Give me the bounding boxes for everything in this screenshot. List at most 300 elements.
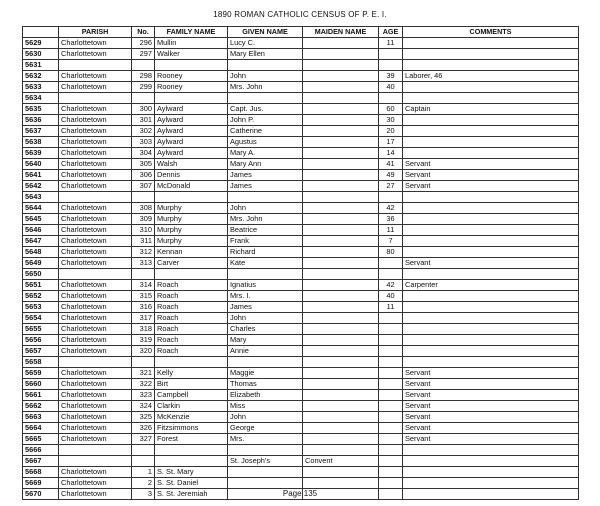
age-cell xyxy=(379,467,403,478)
comments-cell: Servant xyxy=(403,434,579,445)
family-name-cell: Dennis xyxy=(155,170,228,181)
parish-cell: Charlottetown xyxy=(59,236,132,247)
parish-cell xyxy=(59,456,132,467)
comments-cell: Servant xyxy=(403,181,579,192)
maiden-name-cell xyxy=(303,423,379,434)
age-cell: 11 xyxy=(379,38,403,49)
table-row xyxy=(23,478,579,489)
maiden-name-cell xyxy=(303,445,379,456)
parish-cell: Charlottetown xyxy=(59,38,132,49)
maiden-name-cell xyxy=(303,390,379,401)
census-number-cell: 5647 xyxy=(23,236,59,247)
family-name-cell xyxy=(155,456,228,467)
parish-cell: Charlottetown xyxy=(59,214,132,225)
family-name-cell: Campbell xyxy=(155,390,228,401)
family-name-cell: Murphy xyxy=(155,225,228,236)
table-row xyxy=(23,214,579,225)
given-name-cell: Mrs. John xyxy=(228,214,303,225)
family-name-cell xyxy=(155,93,228,104)
table-row xyxy=(23,49,579,60)
given-name-cell xyxy=(228,467,303,478)
age-cell xyxy=(379,313,403,324)
age-cell: 42 xyxy=(379,280,403,291)
family-name-cell: Murphy xyxy=(155,214,228,225)
maiden-name-cell xyxy=(303,412,379,423)
comments-cell xyxy=(403,49,579,60)
given-name-cell xyxy=(228,192,303,203)
number-cell: 302 xyxy=(132,126,155,137)
comments-cell xyxy=(403,335,579,346)
table-row xyxy=(23,137,579,148)
number-cell: 326 xyxy=(132,423,155,434)
maiden-name-cell xyxy=(303,368,379,379)
age-cell: 11 xyxy=(379,225,403,236)
census-number-cell: 5664 xyxy=(23,423,59,434)
column-header: PARISH xyxy=(59,27,132,38)
given-name-cell: John P. xyxy=(228,115,303,126)
number-cell: 308 xyxy=(132,203,155,214)
number-cell: 325 xyxy=(132,412,155,423)
maiden-name-cell xyxy=(303,357,379,368)
comments-cell xyxy=(403,467,579,478)
given-name-cell xyxy=(228,357,303,368)
number-cell: 321 xyxy=(132,368,155,379)
table-row xyxy=(23,456,579,467)
given-name-cell: Capt. Jus. xyxy=(228,104,303,115)
age-cell xyxy=(379,269,403,280)
given-name-cell: Richard xyxy=(228,247,303,258)
column-header: GIVEN NAME xyxy=(228,27,303,38)
comments-cell xyxy=(403,60,579,71)
census-number-cell: 5644 xyxy=(23,203,59,214)
given-name-cell: Agustus xyxy=(228,137,303,148)
number-cell: 313 xyxy=(132,258,155,269)
family-name-cell: McKenzie xyxy=(155,412,228,423)
given-name-cell: St. Joseph's xyxy=(228,456,303,467)
parish-cell: Charlottetown xyxy=(59,467,132,478)
family-name-cell: Roach xyxy=(155,302,228,313)
number-cell: 310 xyxy=(132,225,155,236)
census-number-cell: 5669 xyxy=(23,478,59,489)
family-name-cell: Fitzsimmons xyxy=(155,423,228,434)
table-row xyxy=(23,93,579,104)
family-name-cell: Aylward xyxy=(155,137,228,148)
census-number-cell: 5630 xyxy=(23,49,59,60)
number-cell: 309 xyxy=(132,214,155,225)
age-cell: 20 xyxy=(379,126,403,137)
family-name-cell: Roach xyxy=(155,313,228,324)
comments-cell: Servant xyxy=(403,368,579,379)
parish-cell: Charlottetown xyxy=(59,49,132,60)
age-cell: 27 xyxy=(379,181,403,192)
table-row xyxy=(23,401,579,412)
given-name-cell xyxy=(228,478,303,489)
census-number-cell: 5670 xyxy=(23,489,59,500)
parish-cell xyxy=(59,192,132,203)
comments-cell: Servant xyxy=(403,379,579,390)
table-row xyxy=(23,368,579,379)
age-cell xyxy=(379,412,403,423)
table-row xyxy=(23,126,579,137)
column-header: AGE xyxy=(379,27,403,38)
census-number-cell: 5651 xyxy=(23,280,59,291)
number-cell: 306 xyxy=(132,170,155,181)
given-name-cell: John xyxy=(228,313,303,324)
given-name-cell: James xyxy=(228,302,303,313)
age-cell xyxy=(379,49,403,60)
parish-cell: Charlottetown xyxy=(59,170,132,181)
age-cell: 14 xyxy=(379,148,403,159)
number-cell: 322 xyxy=(132,379,155,390)
given-name-cell: James xyxy=(228,170,303,181)
census-number-cell: 5655 xyxy=(23,324,59,335)
maiden-name-cell xyxy=(303,291,379,302)
column-header: No. xyxy=(132,27,155,38)
comments-cell xyxy=(403,115,579,126)
parish-cell: Charlottetown xyxy=(59,313,132,324)
column-header: MAIDEN NAME xyxy=(303,27,379,38)
table-row xyxy=(23,291,579,302)
family-name-cell: Murphy xyxy=(155,203,228,214)
family-name-cell: S. St. Mary xyxy=(155,467,228,478)
parish-cell: Charlottetown xyxy=(59,478,132,489)
family-name-cell: Roach xyxy=(155,280,228,291)
census-number-cell: 5661 xyxy=(23,390,59,401)
census-number-cell: 5658 xyxy=(23,357,59,368)
maiden-name-cell xyxy=(303,137,379,148)
comments-cell xyxy=(403,148,579,159)
census-number-cell: 5646 xyxy=(23,225,59,236)
census-number-cell: 5666 xyxy=(23,445,59,456)
maiden-name-cell xyxy=(303,170,379,181)
age-cell: 80 xyxy=(379,247,403,258)
age-cell xyxy=(379,390,403,401)
table-row xyxy=(23,181,579,192)
number-cell: 298 xyxy=(132,71,155,82)
given-name-cell xyxy=(228,60,303,71)
given-name-cell: Mrs. xyxy=(228,434,303,445)
maiden-name-cell xyxy=(303,280,379,291)
census-number-cell: 5643 xyxy=(23,192,59,203)
census-table xyxy=(22,26,579,500)
family-name-cell: S. St. Daniel xyxy=(155,478,228,489)
parish-cell: Charlottetown xyxy=(59,302,132,313)
family-name-cell: Aylward xyxy=(155,115,228,126)
given-name-cell: Maggie xyxy=(228,368,303,379)
given-name-cell xyxy=(228,445,303,456)
family-name-cell: Aylward xyxy=(155,148,228,159)
family-name-cell xyxy=(155,192,228,203)
column-header: FAMILY NAME xyxy=(155,27,228,38)
census-number-cell: 5632 xyxy=(23,71,59,82)
number-cell xyxy=(132,93,155,104)
page-number: Page 135 xyxy=(282,489,318,498)
parish-cell: Charlottetown xyxy=(59,247,132,258)
census-number-cell: 5635 xyxy=(23,104,59,115)
comments-cell xyxy=(403,346,579,357)
family-name-cell: Roach xyxy=(155,291,228,302)
table-row xyxy=(23,104,579,115)
maiden-name-cell xyxy=(303,346,379,357)
number-cell: 303 xyxy=(132,137,155,148)
given-name-cell: Ignatius xyxy=(228,280,303,291)
age-cell: 40 xyxy=(379,291,403,302)
census-number-cell: 5667 xyxy=(23,456,59,467)
census-number-cell: 5654 xyxy=(23,313,59,324)
parish-cell: Charlottetown xyxy=(59,346,132,357)
comments-cell xyxy=(403,38,579,49)
maiden-name-cell xyxy=(303,115,379,126)
family-name-cell: Kelly xyxy=(155,368,228,379)
table-row xyxy=(23,38,579,49)
maiden-name-cell: Convent xyxy=(303,456,379,467)
given-name-cell: Mary Ann xyxy=(228,159,303,170)
number-cell: 316 xyxy=(132,302,155,313)
family-name-cell: McDonald xyxy=(155,181,228,192)
table-row xyxy=(23,258,579,269)
age-cell xyxy=(379,60,403,71)
age-cell xyxy=(379,478,403,489)
number-cell: 301 xyxy=(132,115,155,126)
family-name-cell: Roach xyxy=(155,346,228,357)
family-name-cell: Aylward xyxy=(155,104,228,115)
number-cell: 320 xyxy=(132,346,155,357)
census-number-cell: 5638 xyxy=(23,137,59,148)
given-name-cell xyxy=(228,269,303,280)
comments-cell xyxy=(403,456,579,467)
given-name-cell: Kate xyxy=(228,258,303,269)
comments-cell xyxy=(403,225,579,236)
parish-cell: Charlottetown xyxy=(59,137,132,148)
family-name-cell xyxy=(155,269,228,280)
comments-cell xyxy=(403,269,579,280)
table-row xyxy=(23,335,579,346)
number-cell: 318 xyxy=(132,324,155,335)
parish-cell: Charlottetown xyxy=(59,434,132,445)
age-cell xyxy=(379,346,403,357)
given-name-cell: Mrs. John xyxy=(228,82,303,93)
number-cell: 323 xyxy=(132,390,155,401)
parish-cell: Charlottetown xyxy=(59,335,132,346)
maiden-name-cell xyxy=(303,401,379,412)
column-header: COMMENTS xyxy=(403,27,579,38)
age-cell: 42 xyxy=(379,203,403,214)
family-name-cell: S. St. Jeremiah xyxy=(155,489,228,500)
maiden-name-cell xyxy=(303,434,379,445)
table-row xyxy=(23,148,579,159)
age-cell xyxy=(379,324,403,335)
census-number-cell: 5633 xyxy=(23,82,59,93)
number-cell: 315 xyxy=(132,291,155,302)
age-cell: 40 xyxy=(379,82,403,93)
age-cell: 36 xyxy=(379,214,403,225)
given-name-cell: Frank xyxy=(228,236,303,247)
parish-cell: Charlottetown xyxy=(59,368,132,379)
age-cell: 11 xyxy=(379,302,403,313)
table-row xyxy=(23,192,579,203)
table-row xyxy=(23,379,579,390)
maiden-name-cell xyxy=(303,478,379,489)
page-title: 1890 ROMAN CATHOLIC CENSUS OF P. E. I. xyxy=(213,10,387,19)
given-name-cell: Miss xyxy=(228,401,303,412)
table-row xyxy=(23,324,579,335)
age-cell xyxy=(379,368,403,379)
age-cell: 49 xyxy=(379,170,403,181)
census-number-cell: 5629 xyxy=(23,38,59,49)
maiden-name-cell xyxy=(303,93,379,104)
family-name-cell: Walker xyxy=(155,49,228,60)
comments-cell: Carpenter xyxy=(403,280,579,291)
family-name-cell xyxy=(155,357,228,368)
maiden-name-cell xyxy=(303,203,379,214)
comments-cell: Servant xyxy=(403,390,579,401)
age-cell xyxy=(379,335,403,346)
census-number-cell: 5662 xyxy=(23,401,59,412)
given-name-cell: Elizabeth xyxy=(228,390,303,401)
number-cell xyxy=(132,60,155,71)
family-name-cell: Birt xyxy=(155,379,228,390)
number-cell: 296 xyxy=(132,38,155,49)
parish-cell: Charlottetown xyxy=(59,280,132,291)
given-name-cell: Lucy C. xyxy=(228,38,303,49)
age-cell: 39 xyxy=(379,71,403,82)
comments-cell xyxy=(403,247,579,258)
table-row xyxy=(23,434,579,445)
maiden-name-cell xyxy=(303,324,379,335)
age-cell xyxy=(379,258,403,269)
census-number-cell: 5657 xyxy=(23,346,59,357)
parish-cell: Charlottetown xyxy=(59,489,132,500)
table-row xyxy=(23,82,579,93)
family-name-cell: Roach xyxy=(155,324,228,335)
family-name-cell: Rooney xyxy=(155,82,228,93)
given-name-cell: John xyxy=(228,412,303,423)
table-row xyxy=(23,390,579,401)
number-cell xyxy=(132,269,155,280)
table-row xyxy=(23,269,579,280)
comments-cell xyxy=(403,126,579,137)
maiden-name-cell xyxy=(303,49,379,60)
maiden-name-cell xyxy=(303,148,379,159)
comments-cell xyxy=(403,137,579,148)
parish-cell xyxy=(59,93,132,104)
number-cell xyxy=(132,357,155,368)
number-cell: 297 xyxy=(132,49,155,60)
comments-cell xyxy=(403,192,579,203)
table-row xyxy=(23,412,579,423)
parish-cell xyxy=(59,357,132,368)
parish-cell xyxy=(59,60,132,71)
table-row xyxy=(23,467,579,478)
comments-cell: Servant xyxy=(403,159,579,170)
given-name-cell: Thomas xyxy=(228,379,303,390)
number-cell: 314 xyxy=(132,280,155,291)
parish-cell: Charlottetown xyxy=(59,379,132,390)
parish-cell: Charlottetown xyxy=(59,126,132,137)
number-cell xyxy=(132,456,155,467)
age-cell: 17 xyxy=(379,137,403,148)
number-cell: 2 xyxy=(132,478,155,489)
comments-cell xyxy=(403,445,579,456)
comments-cell: Laborer, 46 xyxy=(403,71,579,82)
parish-cell: Charlottetown xyxy=(59,324,132,335)
census-number-cell: 5636 xyxy=(23,115,59,126)
family-name-cell xyxy=(155,60,228,71)
table-row xyxy=(23,159,579,170)
maiden-name-cell xyxy=(303,126,379,137)
comments-cell: Servant xyxy=(403,401,579,412)
maiden-name-cell xyxy=(303,236,379,247)
maiden-name-cell xyxy=(303,159,379,170)
family-name-cell: Aylward xyxy=(155,126,228,137)
comments-cell: Captain xyxy=(403,104,579,115)
parish-cell: Charlottetown xyxy=(59,148,132,159)
table-row xyxy=(23,445,579,456)
comments-cell: Servant xyxy=(403,170,579,181)
age-cell xyxy=(379,445,403,456)
comments-cell: Servant xyxy=(403,412,579,423)
given-name-cell: Mary Ellen xyxy=(228,49,303,60)
family-name-cell: Carver xyxy=(155,258,228,269)
age-cell xyxy=(379,423,403,434)
census-number-cell: 5645 xyxy=(23,214,59,225)
comments-cell xyxy=(403,203,579,214)
number-cell: 300 xyxy=(132,104,155,115)
maiden-name-cell xyxy=(303,225,379,236)
maiden-name-cell xyxy=(303,269,379,280)
census-number-cell: 5639 xyxy=(23,148,59,159)
table-row xyxy=(23,313,579,324)
age-cell xyxy=(379,401,403,412)
parish-cell: Charlottetown xyxy=(59,258,132,269)
number-cell: 317 xyxy=(132,313,155,324)
table-row xyxy=(23,302,579,313)
census-number-cell: 5634 xyxy=(23,93,59,104)
number-cell: 3 xyxy=(132,489,155,500)
maiden-name-cell xyxy=(303,214,379,225)
comments-cell xyxy=(403,302,579,313)
number-cell: 311 xyxy=(132,236,155,247)
family-name-cell: Rooney xyxy=(155,71,228,82)
parish-cell: Charlottetown xyxy=(59,390,132,401)
table-row xyxy=(23,115,579,126)
census-number-cell: 5663 xyxy=(23,412,59,423)
given-name-cell: Mrs. I. xyxy=(228,291,303,302)
age-cell xyxy=(379,434,403,445)
maiden-name-cell xyxy=(303,181,379,192)
age-cell xyxy=(379,93,403,104)
maiden-name-cell xyxy=(303,335,379,346)
maiden-name-cell xyxy=(303,302,379,313)
table-row xyxy=(23,357,579,368)
given-name-cell: Mary xyxy=(228,335,303,346)
parish-cell: Charlottetown xyxy=(59,82,132,93)
census-number-cell: 5641 xyxy=(23,170,59,181)
column-header xyxy=(23,27,59,38)
parish-cell: Charlottetown xyxy=(59,71,132,82)
maiden-name-cell xyxy=(303,247,379,258)
table-row xyxy=(23,60,579,71)
census-number-cell: 5637 xyxy=(23,126,59,137)
census-number-cell: 5660 xyxy=(23,379,59,390)
parish-cell: Charlottetown xyxy=(59,159,132,170)
family-name-cell: Forest xyxy=(155,434,228,445)
table-row xyxy=(23,280,579,291)
comments-cell xyxy=(403,236,579,247)
census-number-cell: 5631 xyxy=(23,60,59,71)
table-row xyxy=(23,170,579,181)
age-cell: 7 xyxy=(379,236,403,247)
